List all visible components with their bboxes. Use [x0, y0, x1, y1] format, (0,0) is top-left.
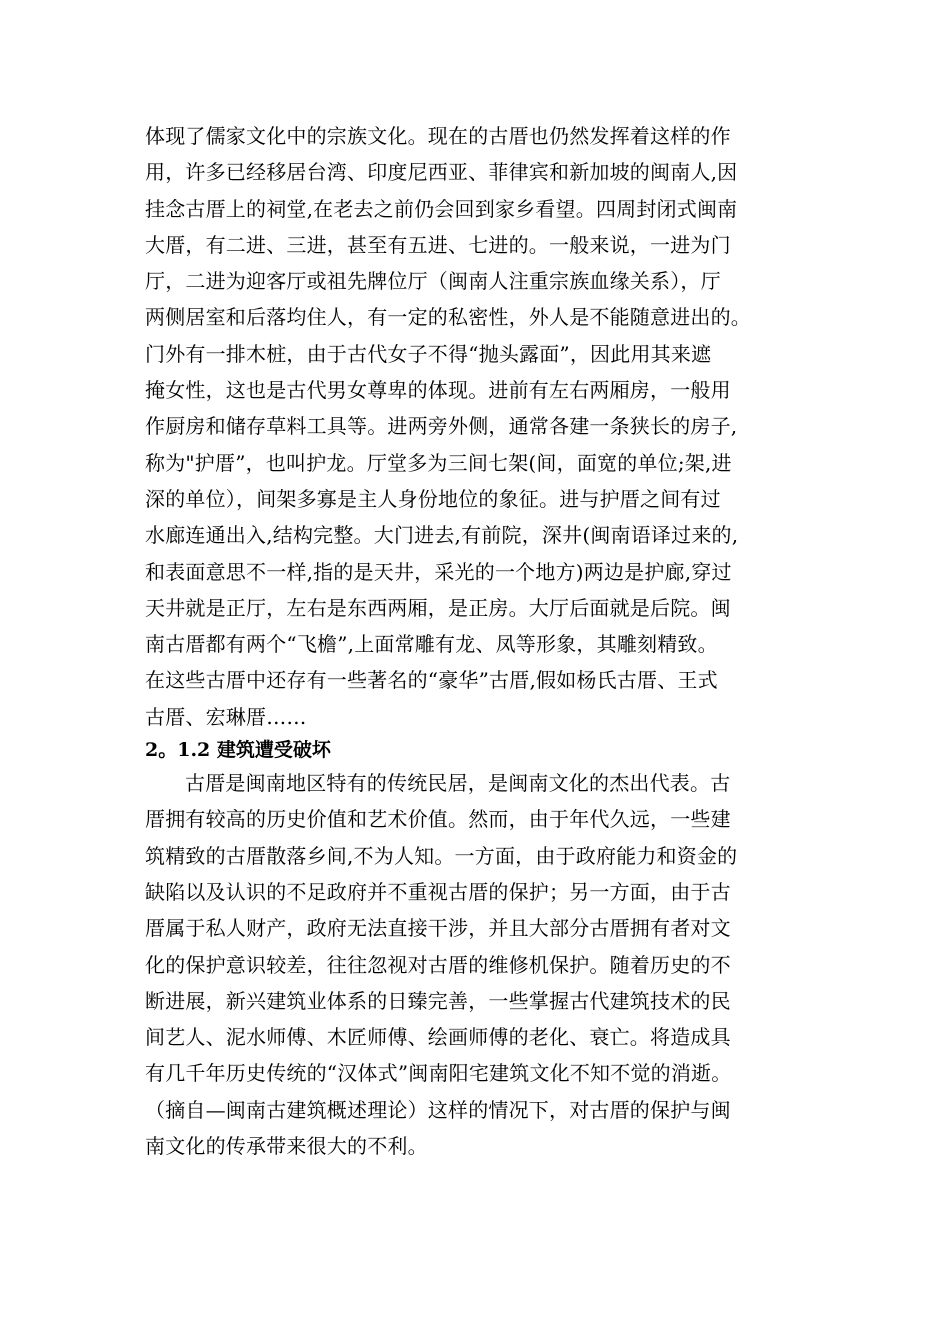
- paragraph-1-line: 大厝，有二进、三进，甚至有五进、七进的。一般来说，一进为门: [145, 232, 731, 257]
- paragraph-2-line: 缺陷以及认识的不足政府并不重视古厝的保护；另一方面，由于古: [145, 879, 731, 904]
- paragraph-1-line: 作厨房和储存草料工具等。进两旁外侧，通常各建一条狭长的房子,: [145, 414, 738, 439]
- paragraph-1-line: 厅，二进为迎客厅或祖先牌位厅（闽南人注重宗族血缘关系），厅: [145, 269, 721, 294]
- paragraph-1-line: 在这些古厝中还存有一些著名的“豪华”古厝,假如杨氏古厝、王式: [145, 668, 718, 693]
- paragraph-1-line: 深的单位），间架多寡是主人身份地位的象征。进与护厝之间有过: [145, 486, 721, 511]
- paragraph-2-line: 断进展，新兴建筑业体系的日臻完善，一些掌握古代建筑技术的民: [145, 988, 731, 1013]
- paragraph-2: [145, 765, 825, 1164]
- paragraph-2-line: 间艺人、泥水师傅、木匠师傅、绘画师傅的老化、衰亡。将造成具: [145, 1025, 731, 1050]
- paragraph-1: [145, 118, 825, 735]
- paragraph-2-line: 筑精致的古厝散落乡间,不为人知。一方面，由于政府能力和资金的: [145, 843, 738, 868]
- paragraph-2-line: 有几千年历史传统的“汉体式”闽南阳宅建筑文化不知不觉的消逝。: [145, 1061, 732, 1086]
- paragraph-1-line: 和表面意思不一样,指的是天井，采光的一个地方)两边是护廊,穿过: [145, 559, 732, 584]
- paragraph-1-line: 体现了儒家文化中的宗族文化。现在的古厝也仍然发挥着这样的作: [145, 124, 731, 148]
- paragraph-1-line: 用，许多已经移居台湾、印度尼西亚、菲律宾和新加坡的闽南人,因: [145, 160, 738, 185]
- paragraph-1-line: 掩女性，这也是古代男女尊卑的体现。进前有左右两厢房，一般用: [145, 378, 731, 403]
- document-body: [145, 118, 825, 1164]
- paragraph-1-line: 古厝、宏琳厝……: [145, 704, 307, 729]
- paragraph-2-line: 古厝是闽南地区特有的传统民居，是闽南文化的杰出代表。古: [185, 771, 731, 796]
- paragraph-1-line: 南古厝都有两个“飞檐”,上面常雕有龙、凤等形象，其雕刻精致。: [145, 632, 718, 657]
- paragraph-1-line: 两侧居室和后落均住人，有一定的私密性，外人是不能随意进出的。: [145, 305, 751, 330]
- paragraph-1-line: 天井就是正厅，左右是东西两厢，是正房。大厅后面就是后院。闽: [145, 595, 731, 620]
- paragraph-2-line: 厝属于私人财产，政府无法直接干涉，并且大部分古厝拥有者对文: [145, 916, 731, 941]
- paragraph-1-line: 挂念古厝上的祠堂,在老去之前仍会回到家乡看望。四周封闭式闽南: [145, 196, 738, 221]
- paragraph-1-line: 称为"护厝”，也叫护龙。厅堂多为三间七架(间，面宽的单位;架,进: [145, 450, 732, 475]
- paragraph-2-line: （摘自—闽南古建筑概述理论）这样的情况下，对古厝的保护与闽: [145, 1097, 731, 1122]
- paragraph-2-line: 南文化的传承带来很大的不利。: [145, 1134, 428, 1159]
- paragraph-1-line: 门外有一排木桩，由于古代女子不得“抛头露面”，因此用其来遮: [145, 341, 712, 366]
- paragraph-2-line: 厝拥有较高的历史价值和艺术价值。然而，由于年代久远，一些建: [145, 807, 731, 832]
- paragraph-1-line: 水廊连通出入,结构完整。大门进去,有前院，深井(闽南语译过来的,: [145, 523, 739, 548]
- section-heading: 2。1.2 建筑遭受破坏: [145, 739, 331, 762]
- paragraph-2-line: 化的保护意识较差，往往忽视对古厝的维修机保护。随着历史的不: [145, 952, 731, 977]
